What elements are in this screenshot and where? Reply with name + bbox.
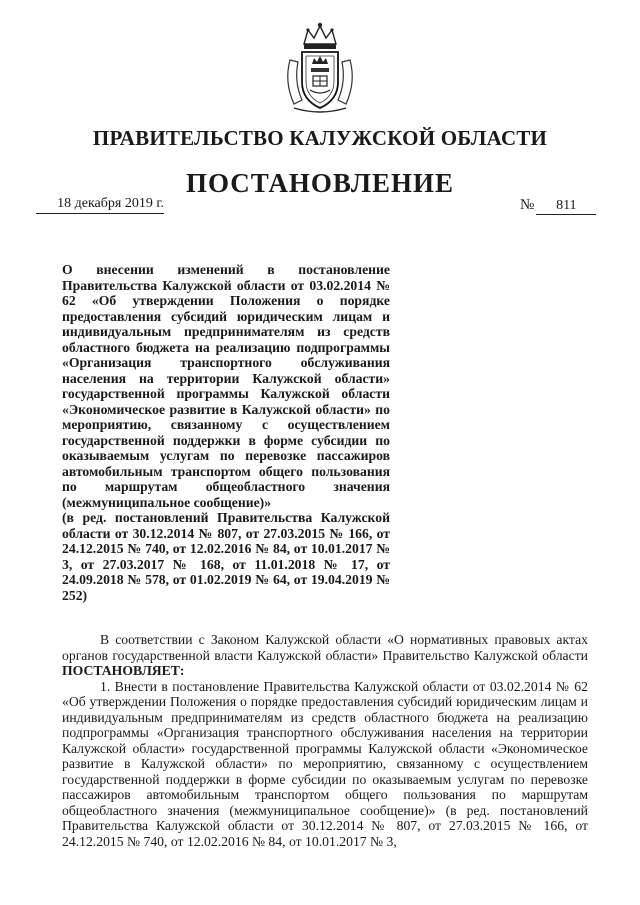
number-label: №	[520, 197, 535, 213]
number-value: 811	[536, 198, 596, 215]
document-body	[62, 632, 588, 849]
document-number	[520, 197, 596, 215]
organization-title: ПРАВИТЕЛЬСТВО КАЛУЖСКОЙ ОБЛАСТИ	[92, 126, 548, 150]
coat-of-arms-icon	[280, 20, 360, 116]
preamble-text: В соответствии с Законом Калужской области «О нормативных правовых актах органов государственной власти Калужской области» Правительство Калужской области	[62, 632, 588, 663]
preamble-paragraph	[62, 632, 588, 679]
subject-text: О внесении изменений в постановление Правительства Калужской области от 03.02.2014 № 62 «Об утверждении Положения о порядке предоставления субсидий юридическим лицам и индивидуальным предпринимателям из средств областного бюджета на реализацию подпрограммы «Организация транспортного обслуживания населения на территории Калужской области» государственной программы Калужской области «Экономическое развитие в Калужской области» по мероприятию, связанному с осуществлением государственной поддержки в форме субсидии по оказываемым услугам по перевозке пассажиров автомобильным транспортом общего пользования по маршрутам общеобластного значения (межмуниципальное сообщение)»	[62, 262, 390, 510]
decree-word: ПОСТАНОВЛЯЕТ:	[62, 663, 185, 678]
subject-amendments: (в ред. постановлений Правительства Калужской области от 30.12.2014 № 807, от 27.03.2015 № 166, от 24.12.2015 № 740, от 12.02.2016 № 84, от 10.01.2017 № 3, от 27.03.2017 № 168, от 11.01.2018 № 17, от 24.09.2018 № 578, от 01.02.2019 № 64, от 19.04.2019 № 252)	[62, 510, 390, 603]
document-subject	[62, 262, 390, 603]
item-1-paragraph: 1. Внести в постановление Правительства Калужской области от 03.02.2014 № 62 «Об утверждении Положения о порядке предоставления субсидий юридическим лицам и индивидуальным предпринимателям из средств областного бюджета на реализацию подпрограммы «Организация транспортного обслуживания населения на территории Калужской области» государственной программы Калужской области «Экономическое развитие в Калужской области» по мероприятию, связанному с осуществлением государственной поддержки в форме субсидии по оказываемым услугам по перевозке пассажиров автомобильным транспортом общего пользования по маршрутам общеобластного значения (межмуниципальное сообщение)» (в ред. постановлений Правительства Калужской области от 30.12.2014 № 807, от 27.03.2015 № 166, от 24.12.2015 № 740, от 12.02.2016 № 84, от 10.01.2017 № 3,	[62, 678, 588, 849]
document-date: 18 декабря 2019 г.	[36, 196, 164, 214]
document-type-title: ПОСТАНОВЛЕНИЕ	[185, 168, 455, 198]
